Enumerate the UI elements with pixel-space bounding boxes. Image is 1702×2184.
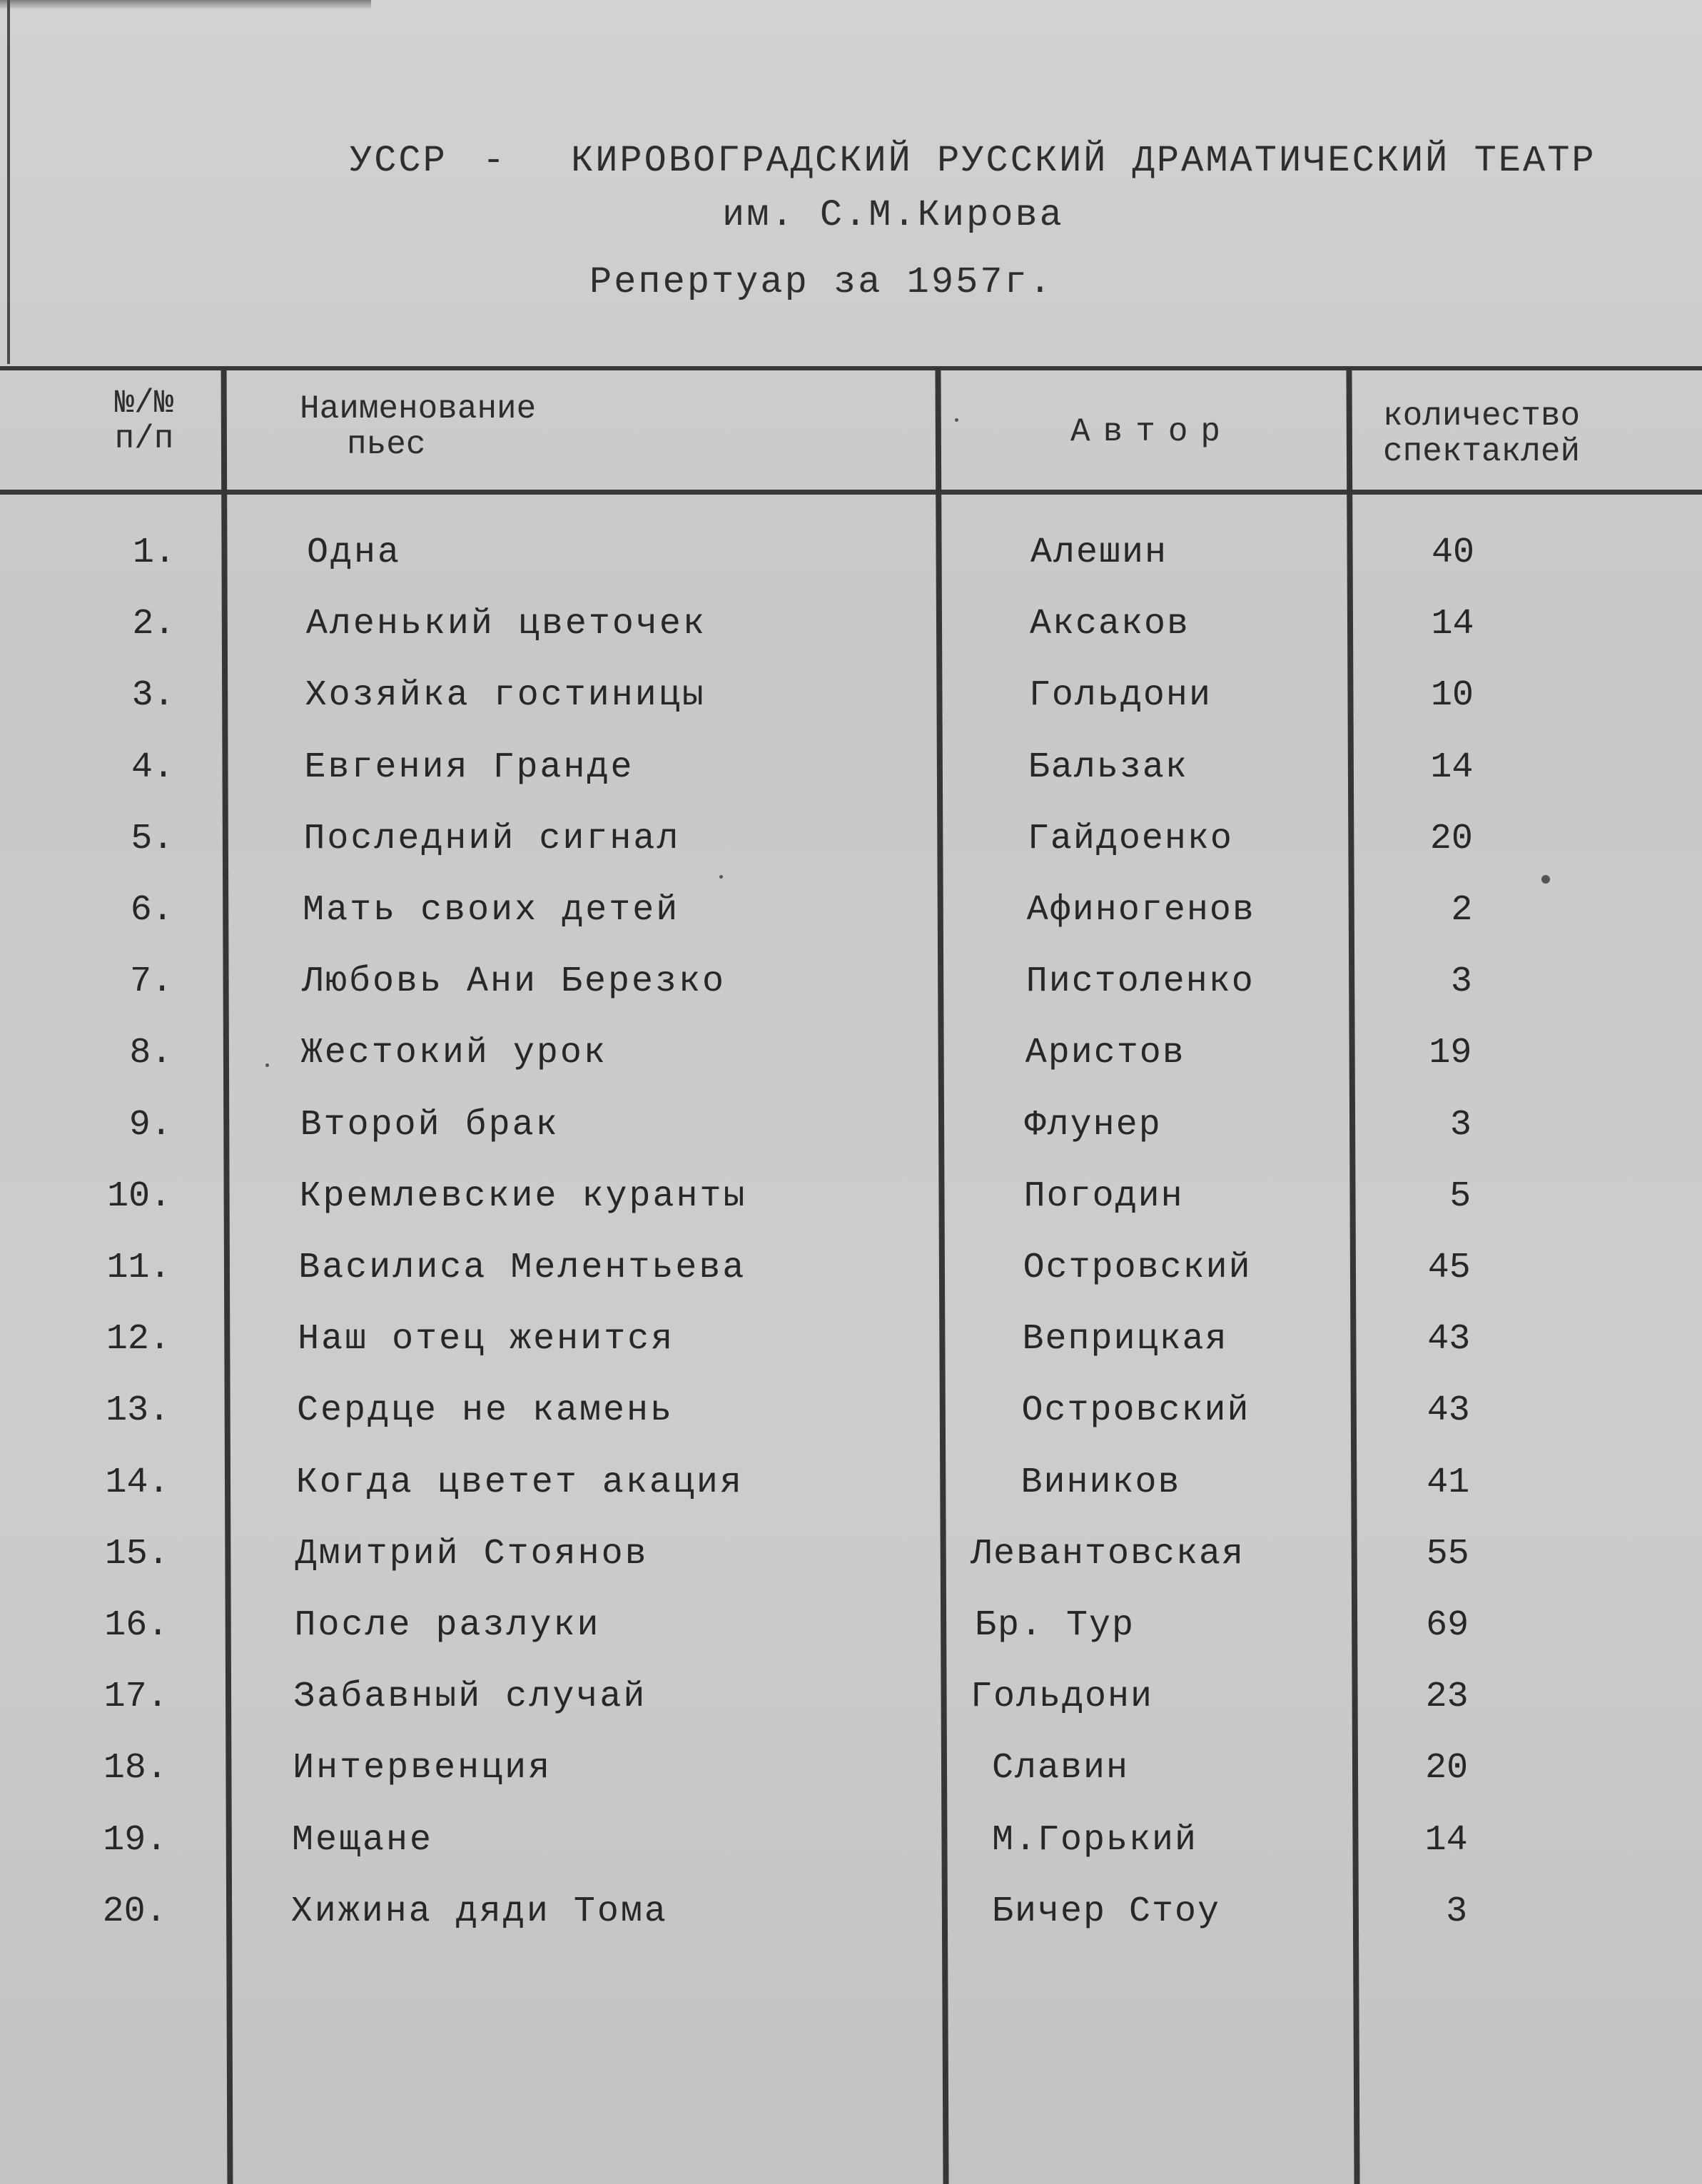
row-author: Алешин — [1030, 532, 1168, 573]
row-number: 20. — [102, 1891, 167, 1932]
table-row — [0, 1176, 1702, 1247]
row-author: Виников — [1020, 1462, 1181, 1503]
row-number: 9. — [128, 1104, 172, 1146]
table-row — [0, 1104, 1702, 1176]
row-author: Гайдоенко — [1027, 818, 1233, 859]
row-performance-count: 3 — [1450, 961, 1472, 1003]
row-play-title: Хижина дяди Тома — [290, 1891, 668, 1932]
row-author: Веприцкая — [1022, 1319, 1228, 1360]
paper-speck — [1541, 875, 1550, 884]
row-play-title: Забавный случай — [293, 1677, 647, 1718]
row-play-title: Мать своих детей — [303, 890, 680, 931]
table-row — [0, 1676, 1702, 1747]
row-performance-count: 14 — [1430, 747, 1474, 788]
column-header-count-line2: спектаклей — [1383, 433, 1581, 470]
header-repertoire-title: Репертуар за 1957г. — [589, 261, 1053, 303]
row-performance-count: 69 — [1426, 1605, 1469, 1646]
row-performance-count: 20 — [1429, 818, 1473, 859]
row-author: Аристов — [1025, 1033, 1185, 1074]
row-play-title: Наш отец женится — [298, 1319, 675, 1360]
row-author: Гольдони — [1028, 675, 1212, 717]
table-row — [0, 747, 1702, 818]
row-performance-count: 3 — [1446, 1891, 1468, 1932]
row-author: Погодин — [1023, 1176, 1184, 1217]
row-author: Островский — [1021, 1390, 1250, 1432]
row-play-title: Одна — [307, 532, 402, 573]
row-play-title: Кремлевские куранты — [299, 1176, 747, 1217]
row-performance-count: 14 — [1424, 1819, 1468, 1861]
row-performance-count: 43 — [1427, 1319, 1471, 1360]
row-performance-count: 23 — [1425, 1677, 1469, 1718]
table-row — [0, 1604, 1702, 1676]
column-header-title-line1: Наименование — [300, 390, 537, 428]
row-play-title: Жестокий урок — [300, 1033, 607, 1074]
row-number: 14. — [105, 1462, 170, 1503]
row-author: Левантовская — [971, 1533, 1245, 1574]
table-row — [0, 674, 1702, 746]
table-row — [0, 1032, 1702, 1103]
table-row — [0, 1390, 1702, 1461]
row-author: Аксаков — [1029, 604, 1190, 645]
row-author: Флунер — [1024, 1104, 1162, 1146]
row-number: 8. — [129, 1033, 173, 1074]
row-number: 7. — [130, 961, 173, 1003]
row-performance-count: 43 — [1427, 1390, 1470, 1432]
row-performance-count: 19 — [1429, 1033, 1472, 1074]
header-theatre-name: КИРОВОГРАДСКИЙ РУССКИЙ ДРАМАТИЧЕСКИЙ ТЕАТР — [571, 140, 1596, 182]
row-play-title: Сердце не камень — [296, 1390, 674, 1432]
row-number: 5. — [131, 818, 174, 859]
row-play-title: Дмитрий Стоянов — [295, 1533, 649, 1574]
row-play-title: Аленький цветочек — [305, 604, 706, 645]
column-header-number-line2: п/п — [114, 420, 174, 457]
table-row — [0, 603, 1702, 674]
row-play-title: После разлуки — [294, 1605, 601, 1646]
row-author: Бр. Тур — [975, 1605, 1135, 1646]
row-number: 12. — [106, 1319, 171, 1360]
column-header-author: Автор — [1070, 413, 1234, 450]
row-author: Бичер Стоу — [992, 1891, 1221, 1932]
row-performance-count: 3 — [1449, 1104, 1471, 1146]
row-performance-count: 20 — [1425, 1748, 1469, 1789]
row-play-title: Последний сигнал — [303, 818, 681, 859]
row-author: Бальзак — [1028, 747, 1188, 788]
table-row — [0, 532, 1702, 603]
table-row — [0, 889, 1702, 961]
row-number: 18. — [103, 1748, 168, 1789]
table-row — [0, 1891, 1702, 1962]
row-performance-count: 55 — [1426, 1533, 1469, 1574]
row-number: 2. — [132, 604, 176, 645]
column-header-number-line1: №/№ — [114, 385, 174, 422]
row-number: 6. — [130, 890, 173, 931]
row-number: 17. — [103, 1677, 168, 1718]
row-play-title: Мещане — [291, 1819, 433, 1861]
row-author: Афиногенов — [1026, 890, 1255, 931]
paper-speck — [955, 418, 958, 422]
row-performance-count: 40 — [1431, 532, 1474, 573]
row-play-title: Интервенция — [293, 1748, 552, 1789]
row-number: 15. — [104, 1533, 169, 1574]
row-play-title: Любовь Ани Березко — [301, 961, 726, 1003]
row-number: 4. — [131, 747, 175, 788]
paper-speck — [719, 875, 723, 879]
row-performance-count: 5 — [1449, 1176, 1471, 1217]
table-row — [0, 1747, 1702, 1819]
row-play-title: Второй брак — [300, 1104, 559, 1146]
row-play-title: Хозяйка гостиницы — [305, 675, 706, 717]
table-row — [0, 1318, 1702, 1390]
table-row — [0, 1247, 1702, 1318]
row-number: 11. — [106, 1248, 171, 1288]
column-header-title-line2: пьес — [347, 426, 426, 463]
row-performance-count: 45 — [1427, 1248, 1471, 1288]
row-performance-count: 14 — [1431, 604, 1474, 645]
row-performance-count: 2 — [1451, 890, 1473, 931]
row-number: 3. — [131, 675, 175, 717]
header-dash: - — [482, 140, 507, 182]
table-row — [0, 1462, 1702, 1533]
row-performance-count: 41 — [1427, 1462, 1470, 1503]
row-play-title: Евгения Гранде — [304, 747, 634, 788]
header-gov: УССР — [350, 140, 447, 182]
row-author: Островский — [1023, 1248, 1252, 1288]
paper-speck — [265, 1063, 269, 1067]
row-number: 10. — [107, 1176, 172, 1217]
row-number: 13. — [106, 1390, 171, 1432]
row-number: 19. — [103, 1819, 168, 1861]
row-author: Гольдони — [971, 1677, 1154, 1718]
row-author: М.Горький — [992, 1819, 1198, 1861]
row-author: Пистоленко — [1025, 961, 1255, 1003]
header-named-after: им. С.М.Кирова — [722, 194, 1064, 236]
table-row — [0, 818, 1702, 889]
column-header-count-line1: количество — [1383, 398, 1581, 435]
row-author: Славин — [992, 1748, 1130, 1789]
table-row — [0, 961, 1702, 1032]
row-play-title: Василиса Мелентьева — [298, 1248, 746, 1288]
table-row — [0, 1533, 1702, 1604]
row-number: 16. — [104, 1605, 169, 1646]
row-performance-count: 10 — [1430, 675, 1474, 717]
row-play-title: Когда цветет акация — [295, 1462, 744, 1503]
row-number: 1. — [132, 532, 176, 573]
table-row — [0, 1819, 1702, 1891]
